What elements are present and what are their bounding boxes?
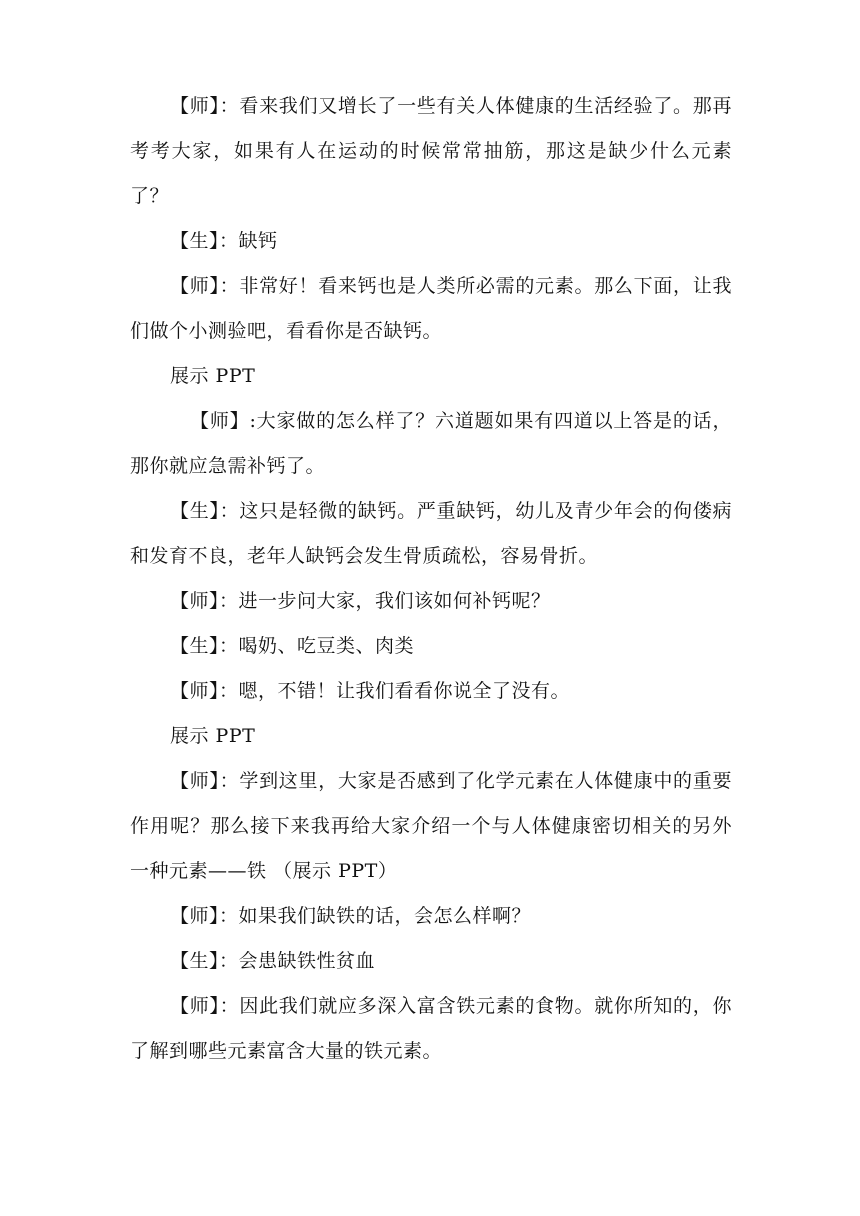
document-body: [130, 84, 732, 1074]
student-paragraph-4: 【生】：会患缺铁性贫血: [170, 950, 376, 972]
teacher-paragraph-4: 【师】：进一步问大家，我们该如何补钙呢？: [170, 590, 551, 612]
teacher-paragraph-2: 【师】：非常好！看来钙也是人类所必需的元素。那么下面，让我们做个小测验吧，看看你是否缺钙。: [130, 275, 732, 342]
student-paragraph-1: 【生】：缺钙: [170, 230, 278, 252]
teacher-paragraph-6: 【师】：学到这里，大家是否感到了化学元素在人体健康中的重要作用呢？那么接下来我再给大家介绍一个与人体健康密切相关的另外一种元素——铁 （展示 PPT）: [130, 770, 732, 882]
teacher-paragraph-5: 【师】：嗯，不错！让我们看看你说全了没有。: [170, 680, 571, 702]
teacher-paragraph-3: 【师】:大家做的怎么样了？六道题如果有四道以上答是的话，那你就应急需补钙了。: [130, 410, 732, 477]
show-ppt-note-2: 展示 PPT: [170, 725, 256, 747]
student-paragraph-2: 【生】：这只是轻微的缺钙。严重缺钙，幼儿及青少年会的佝偻病和发育不良，老年人缺钙会发生骨质疏松，容易骨折。: [130, 500, 732, 567]
teacher-paragraph-1: 【师】：看来我们又增长了一些有关人体健康的生活经验了。那再考考大家，如果有人在运动的时候常常抽筋，那这是缺少什么元素了？: [130, 95, 732, 207]
teacher-paragraph-7: 【师】：如果我们缺铁的话，会怎么样啊？: [170, 905, 532, 927]
teacher-paragraph-8: 【师】：因此我们就应多深入富含铁元素的食物。就你所知的，你了解到哪些元素富含大量的铁元素。: [130, 995, 732, 1062]
student-paragraph-3: 【生】：喝奶、吃豆类、肉类: [170, 635, 415, 657]
show-ppt-note-1: 展示 PPT: [170, 365, 256, 387]
